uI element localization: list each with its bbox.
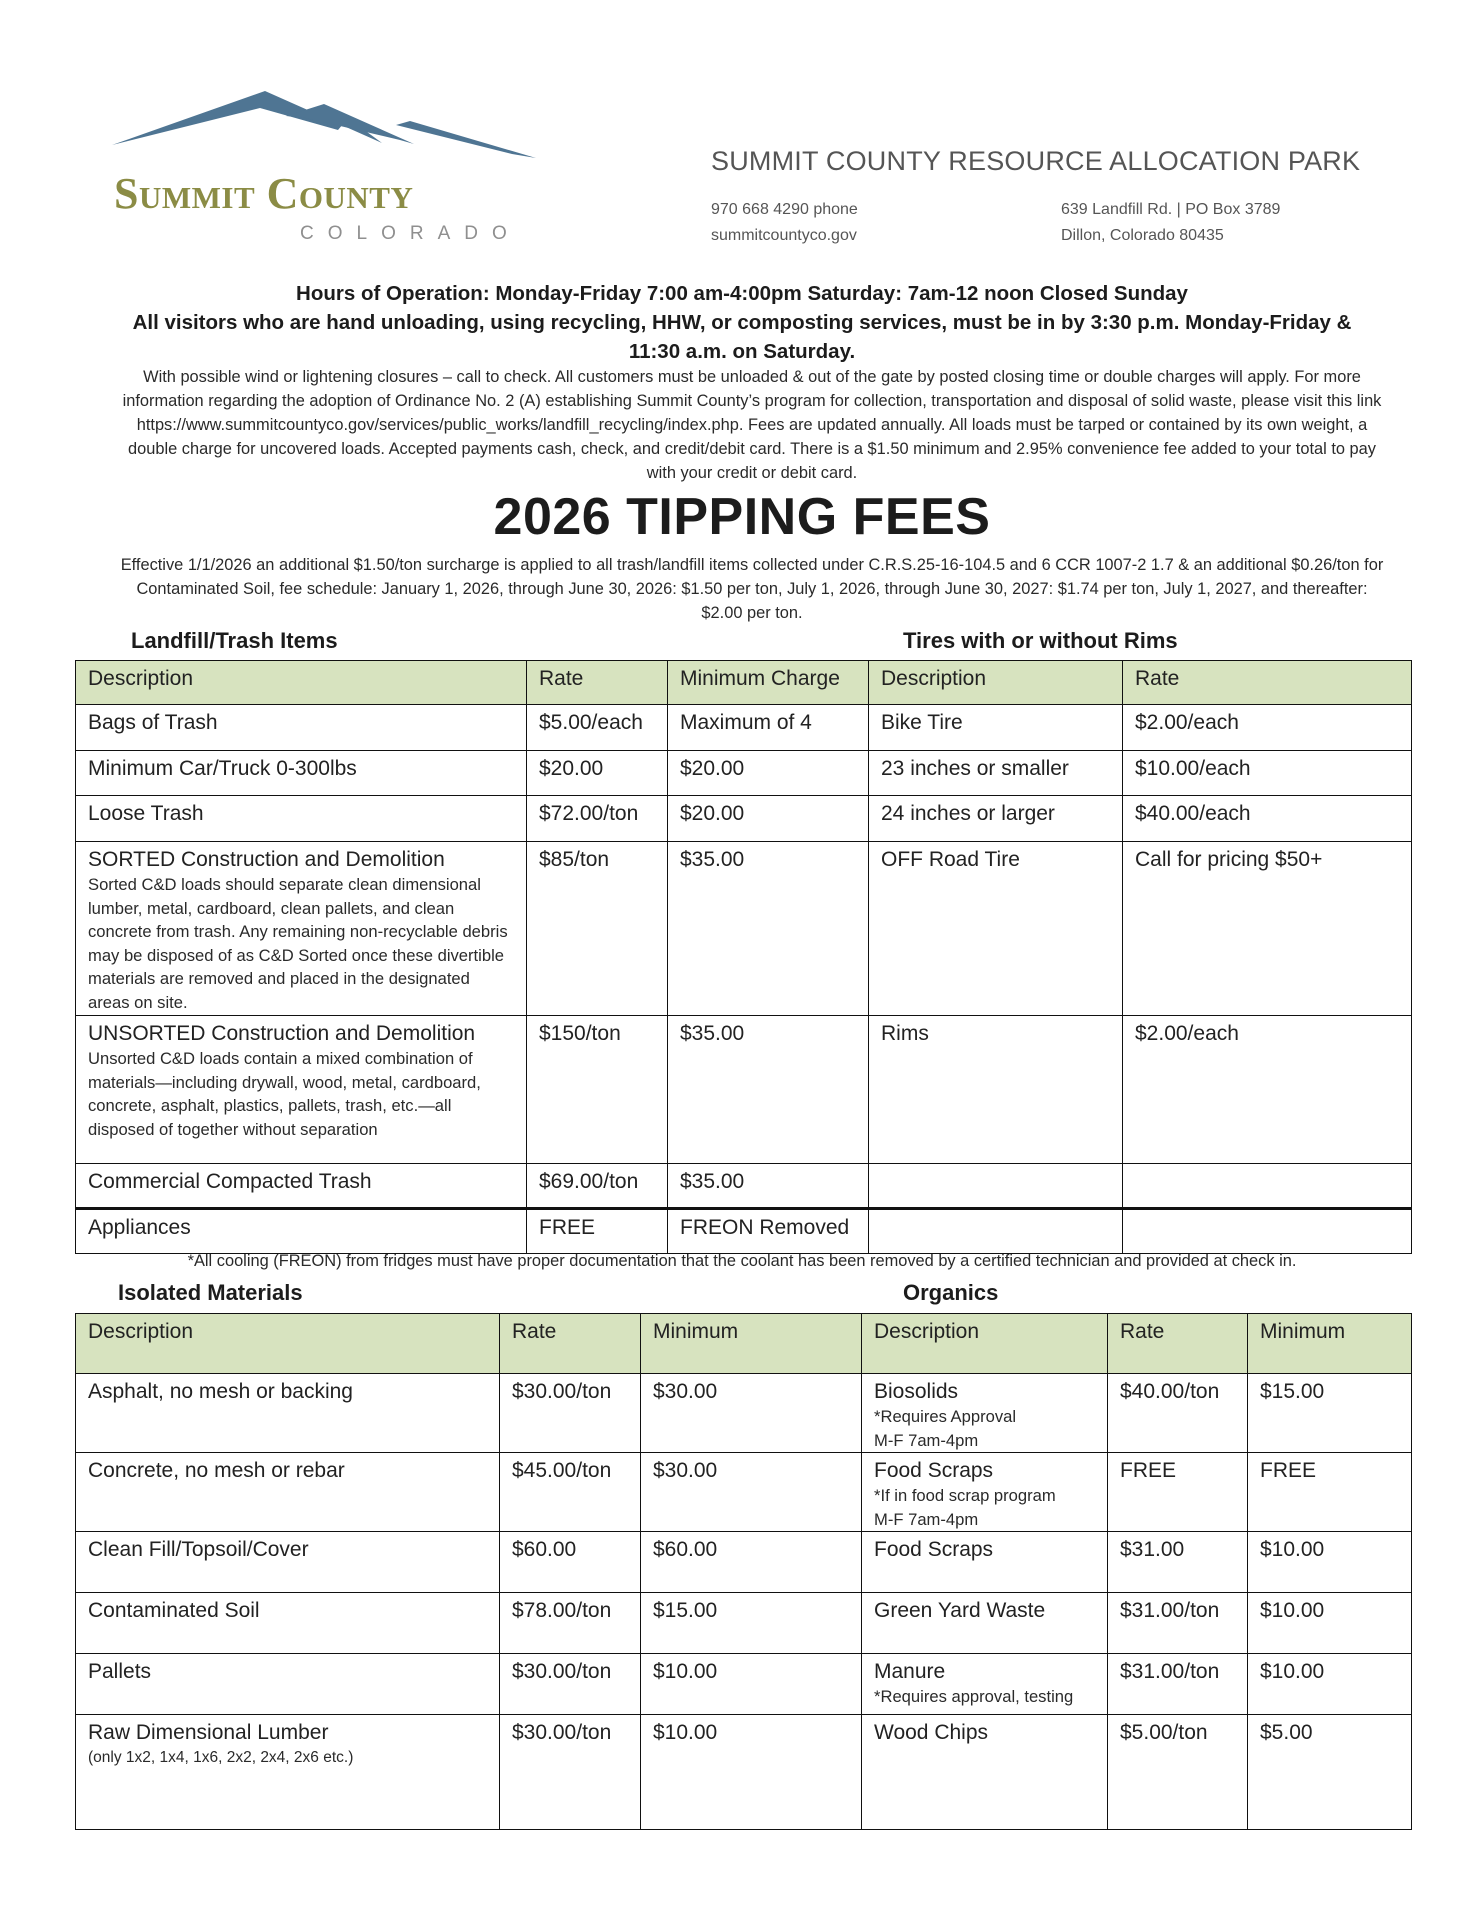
table-row — [76, 705, 1412, 751]
col-header-minimum-charge: Minimum Charge — [668, 661, 869, 705]
organics-desc: Wood Chips — [862, 1715, 1108, 1830]
col-header-tire-rate: Rate — [1123, 661, 1412, 705]
table-row — [76, 796, 1412, 842]
col-header-minimum: Minimum — [641, 1314, 862, 1374]
isolated-rate: $78.00/ton — [500, 1593, 641, 1654]
organics-heading: Organics — [903, 1280, 999, 1305]
item-note: Sorted C&D loads should separate clean dimensional lumber, metal, cardboard, clean pallets, and clean concrete from trash. Any remaining non-recyclable debris may be disposed of as C&D Sorted once these divertible materials are removed and placed in the designated areas on site. — [88, 875, 508, 1012]
isolated-rate: $60.00 — [500, 1532, 641, 1593]
landfill-tires-table — [75, 660, 1412, 1254]
item-title: Food Scraps — [874, 1459, 994, 1482]
landfill-rate: $85/ton — [527, 842, 668, 1016]
landfill-min: $20.00 — [668, 751, 869, 796]
isolated-organics-table — [75, 1313, 1412, 1830]
landfill-rate: $69.00/ton — [527, 1164, 668, 1209]
landfill-desc: Minimum Car/Truck 0-300lbs — [76, 751, 527, 796]
isolated-desc — [76, 1715, 500, 1830]
organics-rate: FREE — [1108, 1453, 1248, 1532]
item-note: Unsorted C&D loads contain a mixed combination of materials—including drywall, wood, metal, cardboard, concrete, asphalt, plastics, pallets, trash, etc.—all disposed of together without separation — [88, 1049, 481, 1139]
organics-desc: Green Yard Waste — [862, 1593, 1108, 1654]
surcharge-notice: Effective 1/1/2026 an additional $1.50/ton surcharge is applied to all trash/landfill items collected under C.R.S.25-16-104.5 and 6 CCR 1007-2 1.7 & an additional $0.26/ton for Contaminated Soil, fee schedule: January 1, 2026, through June 30, 2026: $1.50 per ton, July 1, 2026, through June 30, 2027: $1.74 per ton, July 1, 2027, and thereafter: $2.00 per ton. — [120, 556, 1384, 622]
organics-min: FREE — [1248, 1453, 1412, 1532]
table-row — [76, 1209, 1412, 1254]
organics-rate: $5.00/ton — [1108, 1715, 1248, 1830]
organics-desc — [862, 1374, 1108, 1453]
landfill-rate: $20.00 — [527, 751, 668, 796]
col-header-rate: Rate — [500, 1314, 641, 1374]
isolated-min: $60.00 — [641, 1532, 862, 1593]
isolated-heading: Isolated Materials — [118, 1280, 303, 1305]
landfill-min: $35.00 — [668, 842, 869, 1016]
organics-rate: $31.00 — [1108, 1532, 1248, 1593]
isolated-min: $15.00 — [641, 1593, 862, 1654]
contact-phone: 970 668 4290 phone — [711, 201, 858, 218]
item-title: Biosolids — [874, 1380, 959, 1403]
table-row — [76, 1164, 1412, 1209]
isolated-rate: $30.00/ton — [500, 1374, 641, 1453]
contact-website[interactable]: summitcountyco.gov — [711, 227, 857, 244]
tire-desc: 24 inches or larger — [869, 796, 1123, 842]
landfill-desc: Commercial Compacted Trash — [76, 1164, 527, 1209]
isolated-rate: $30.00/ton — [500, 1654, 641, 1715]
isolated-min: $10.00 — [641, 1715, 862, 1830]
isolated-desc: Contaminated Soil — [76, 1593, 500, 1654]
landfill-rate: $72.00/ton — [527, 796, 668, 842]
isolated-rate: $45.00/ton — [500, 1453, 641, 1532]
item-title: UNSORTED Construction and Demolition — [88, 1022, 476, 1045]
landfill-rate: FREE — [527, 1209, 668, 1254]
tire-desc: OFF Road Tire — [869, 842, 1123, 1016]
organics-rate: $40.00/ton — [1108, 1374, 1248, 1453]
col-header-organics-minimum: Minimum — [1248, 1314, 1412, 1374]
col-header-description: Description — [76, 1314, 500, 1374]
isolated-min: $30.00 — [641, 1374, 862, 1453]
item-title: Raw Dimensional Lumber — [88, 1721, 329, 1744]
item-note: *Requires approval, testing — [874, 1687, 1074, 1706]
landfill-min: $20.00 — [668, 796, 869, 842]
landfill-min: Maximum of 4 — [668, 705, 869, 751]
landfill-desc: Loose Trash — [76, 796, 527, 842]
organics-rate: $31.00/ton — [1108, 1654, 1248, 1715]
summit-county-logo — [110, 88, 540, 248]
table-row — [76, 1453, 1412, 1532]
logo-wordmark: Summit County — [114, 169, 414, 218]
tire-desc: 23 inches or smaller — [869, 751, 1123, 796]
table-row — [76, 842, 1412, 1016]
landfill-desc — [76, 1016, 527, 1164]
organics-desc — [862, 1654, 1108, 1715]
organics-min: $10.00 — [1248, 1593, 1412, 1654]
landfill-rate: $150/ton — [527, 1016, 668, 1164]
organics-rate: $31.00/ton — [1108, 1593, 1248, 1654]
isolated-desc: Clean Fill/Topsoil/Cover — [76, 1532, 500, 1593]
table-header-row — [76, 661, 1412, 705]
tire-desc — [869, 1164, 1123, 1209]
table-row — [76, 751, 1412, 796]
organics-min: $10.00 — [1248, 1654, 1412, 1715]
col-header-description: Description — [76, 661, 527, 705]
tire-desc: Rims — [869, 1016, 1123, 1164]
landfill-desc — [76, 842, 527, 1016]
page-title: 2026 TIPPING FEES — [493, 488, 991, 546]
item-note: *Requires Approval — [874, 1407, 1017, 1426]
tire-rate — [1123, 1164, 1412, 1209]
logo-state: COLORADO — [300, 223, 521, 244]
landfill-min: FREON Removed — [668, 1209, 869, 1254]
table-header-row — [76, 1314, 1412, 1374]
isolated-min: $10.00 — [641, 1654, 862, 1715]
tire-rate: $10.00/each — [1123, 751, 1412, 796]
organics-min: $10.00 — [1248, 1532, 1412, 1593]
organics-min: $5.00 — [1248, 1715, 1412, 1830]
tire-rate: $40.00/each — [1123, 796, 1412, 842]
hours-line-2: All visitors who are hand unloading, using recycling, HHW, or composting services, must be in by 3:30 p.m. Monday-Friday & 11:30 a.m. on Saturday. — [132, 311, 1352, 363]
table-row — [76, 1715, 1412, 1830]
hours-of-operation — [100, 279, 1384, 366]
tire-rate — [1123, 1209, 1412, 1254]
tire-rate: $2.00/each — [1123, 1016, 1412, 1164]
table-row — [76, 1016, 1412, 1164]
org-title: SUMMIT COUNTY RESOURCE ALLOCATION PARK — [711, 146, 1361, 176]
tires-heading: Tires with or without Rims — [903, 628, 1178, 653]
tire-rate: $2.00/each — [1123, 705, 1412, 751]
table-row — [76, 1593, 1412, 1654]
contact-address-line1: 639 Landfill Rd. | PO Box 3789 — [1061, 201, 1281, 218]
landfill-desc: Appliances — [76, 1209, 527, 1254]
landfill-min: $35.00 — [668, 1016, 869, 1164]
isolated-desc: Pallets — [76, 1654, 500, 1715]
tire-desc — [869, 1209, 1123, 1254]
tire-desc: Bike Tire — [869, 705, 1123, 751]
organics-desc: Food Scraps — [862, 1532, 1108, 1593]
landfill-desc: Bags of Trash — [76, 705, 527, 751]
table-row — [76, 1374, 1412, 1453]
isolated-desc: Asphalt, no mesh or backing — [76, 1374, 500, 1453]
contact-address-line2: Dillon, Colorado 80435 — [1061, 227, 1224, 244]
landfill-rate: $5.00/each — [527, 705, 668, 751]
item-title: Manure — [874, 1660, 946, 1683]
item-title: SORTED Construction and Demolition — [88, 848, 445, 871]
table-row — [76, 1654, 1412, 1715]
item-note: (only 1x2, 1x4, 1x6, 2x2, 2x4, 2x6 etc.) — [88, 1749, 354, 1766]
isolated-desc: Concrete, no mesh or rebar — [76, 1453, 500, 1532]
organics-min: $15.00 — [1248, 1374, 1412, 1453]
col-header-organics-rate: Rate — [1108, 1314, 1248, 1374]
general-notice: With possible wind or lightening closures – call to check. All customers must be unloaded & out of the gate by posted closing time or double charges will apply. For more information regarding the adoption of Ordinance No. 2 (A) establishing Summit County’s program for collection, transportation and disposal of solid waste, please visit this link https://www.summitcountyco.gov/services/public_works/landfill_recycling/index.php. Fees are updated annually. All loads must be tarped or contained by its own weight, a double charge for uncovered loads. Accepted payments cash, check, and credit/debit card. There is a $1.50 minimum and 2.95% convenience fee added to your total to pay with your credit or debit card. — [122, 368, 1382, 482]
table-row — [76, 1532, 1412, 1593]
isolated-rate: $30.00/ton — [500, 1715, 641, 1830]
tire-rate: Call for pricing $50+ — [1123, 842, 1412, 1016]
landfill-min: $35.00 — [668, 1164, 869, 1209]
hours-line-1: Hours of Operation: Monday-Friday 7:00 am-4:00pm Saturday: 7am-12 noon Closed Sunday — [296, 282, 1188, 305]
freon-footnote: *All cooling (FREON) from fridges must have proper documentation that the coolant has been removed by a certified technician and provided at check in. — [187, 1252, 1297, 1270]
item-note: *If in food scrap program — [874, 1486, 1056, 1505]
mountain-icon — [110, 88, 540, 168]
col-header-rate: Rate — [527, 661, 668, 705]
item-hours: M-F 7am-4pm — [874, 1509, 979, 1529]
item-hours: M-F 7am-4pm — [874, 1430, 979, 1450]
landfill-heading: Landfill/Trash Items — [131, 628, 338, 653]
isolated-min: $30.00 — [641, 1453, 862, 1532]
col-header-tire-description: Description — [869, 661, 1123, 705]
col-header-organics-description: Description — [862, 1314, 1108, 1374]
organics-desc — [862, 1453, 1108, 1532]
